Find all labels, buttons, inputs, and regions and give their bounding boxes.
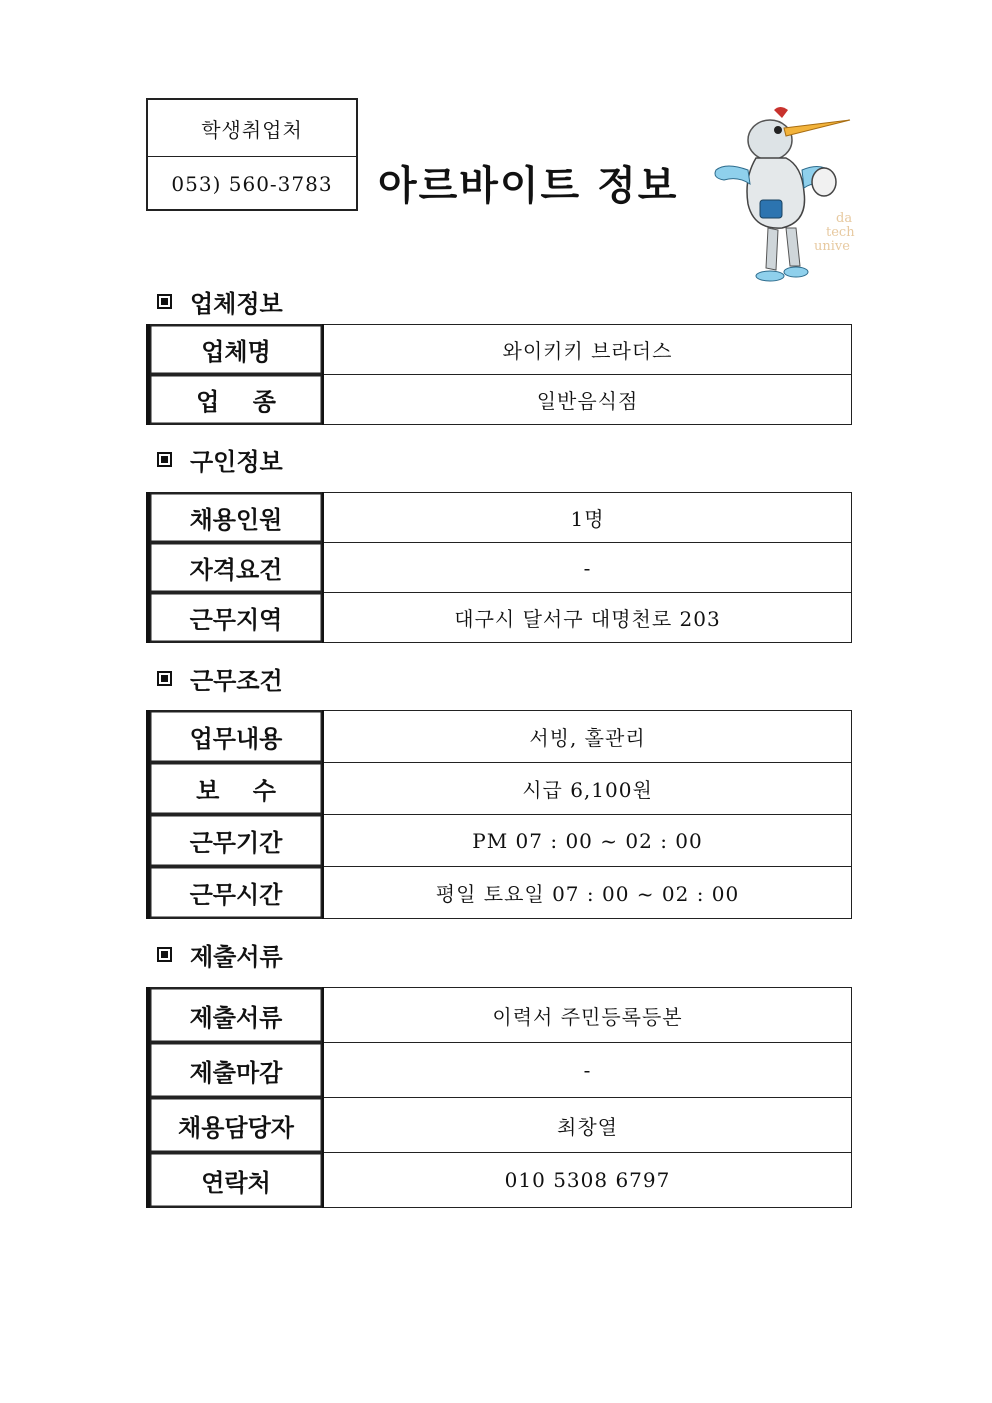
square-bullet-icon: [157, 671, 172, 686]
row-value: 평일 토요일 07 : 00 ~ 02 : 00: [323, 867, 852, 919]
row-value: 1명: [323, 493, 852, 543]
row-value: 대구시 달서구 대명천로 203: [323, 593, 852, 643]
row-label: 채용인원: [148, 493, 323, 543]
table-row: [148, 375, 852, 425]
row-label: 근무기간: [148, 815, 323, 867]
square-bullet-icon: [157, 294, 172, 309]
square-bullet-icon: [157, 947, 172, 962]
table-row: [148, 867, 852, 919]
row-value: 일반음식점: [323, 375, 852, 425]
office-contact-box: [146, 98, 358, 211]
page-title: 아르바이트 정보: [378, 163, 679, 209]
office-name: 학생취업처: [201, 117, 303, 142]
mascot-watermark-1: da: [836, 211, 853, 226]
square-bullet-icon: [157, 452, 172, 467]
row-value: 이력서 주민등록등본: [323, 988, 852, 1043]
row-label: 업무내용: [148, 711, 323, 763]
table-row: [148, 493, 852, 543]
table-row: [148, 711, 852, 763]
table-row: [148, 815, 852, 867]
table-row: [148, 1098, 852, 1153]
table-row: [148, 1043, 852, 1098]
section-title: 구인정보: [190, 448, 283, 476]
row-value: -: [323, 543, 852, 593]
row-label: 채용담당자: [148, 1098, 323, 1153]
row-value: 서빙, 홀관리: [323, 711, 852, 763]
section-heading-recruit: [157, 442, 283, 477]
row-label: 근무지역: [148, 593, 323, 643]
row-value: 시급 6,100원: [323, 763, 852, 815]
row-value: 010 5308 6797: [323, 1153, 852, 1208]
company-info-table: [146, 324, 852, 425]
table-row: [148, 543, 852, 593]
row-label: 제출서류: [148, 988, 323, 1043]
conditions-table: [146, 710, 852, 919]
section-heading-conditions: [157, 661, 283, 696]
table-row: [148, 593, 852, 643]
section-heading-documents: [157, 937, 283, 972]
row-label: 근무시간: [148, 867, 323, 919]
row-label: 자격요건: [148, 543, 323, 593]
mascot-watermark-3: unive: [814, 239, 850, 254]
table-row: [148, 1153, 852, 1208]
table-row: [148, 763, 852, 815]
row-value: 와이키키 브라더스: [323, 325, 852, 375]
crane-mascot-icon: [708, 100, 858, 290]
documents-table: [146, 987, 852, 1208]
row-value: PM 07 : 00 ~ 02 : 00: [323, 815, 852, 867]
mascot-watermark-2: tech: [826, 225, 855, 240]
row-label: 업 종: [148, 375, 323, 425]
row-value: 최창열: [323, 1098, 852, 1153]
row-value: -: [323, 1043, 852, 1098]
row-label: 보 수: [148, 763, 323, 815]
section-heading-company: [157, 284, 283, 319]
recruit-info-table: [146, 492, 852, 643]
table-row: [148, 988, 852, 1043]
office-phone: 053) 560-3783: [148, 156, 356, 210]
table-row: [148, 325, 852, 375]
row-label: 연락처: [148, 1153, 323, 1208]
section-title: 근무조건: [190, 667, 283, 695]
row-label: 업체명: [148, 325, 323, 375]
row-label: 제출마감: [148, 1043, 323, 1098]
section-title: 업체정보: [190, 290, 283, 318]
section-title: 제출서류: [190, 943, 283, 971]
